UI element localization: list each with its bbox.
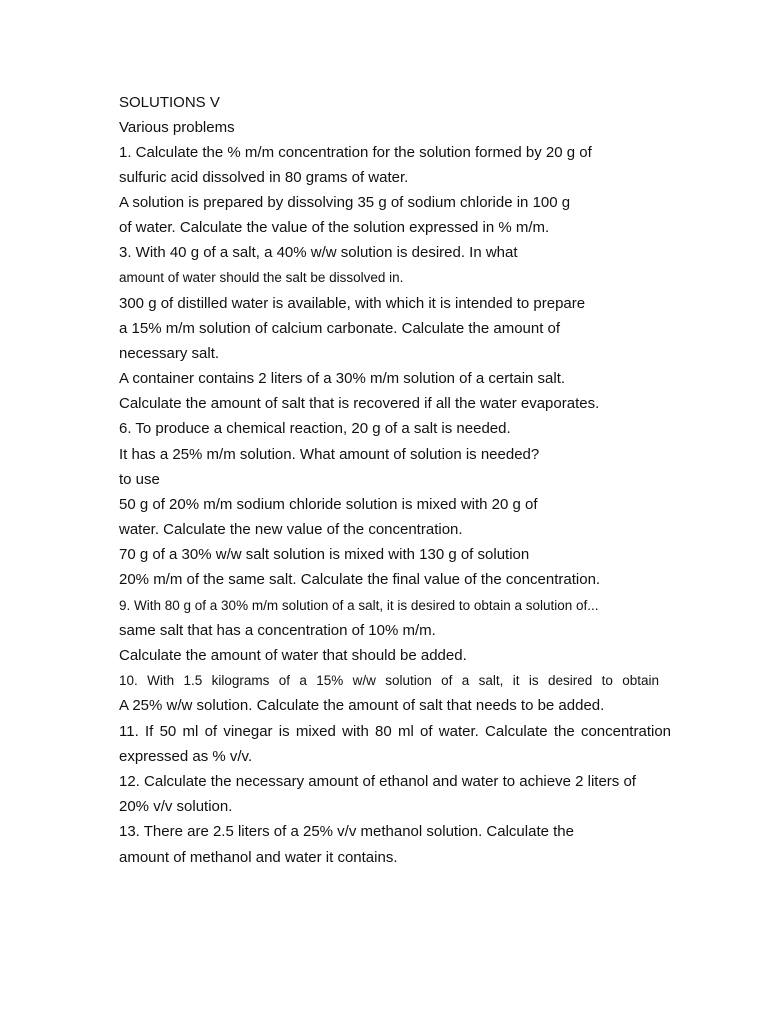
text-line: A solution is prepared by dissolving 35 g of sodium chloride in 100 g (119, 194, 571, 211)
text-line: 10. With 1.5 kilograms of a 15% w/w solution of a salt, it is desired to obtain (119, 673, 659, 688)
text-line: A container contains 2 liters of a 30% m/m solution of a certain salt. (119, 370, 566, 387)
text-line: necessary salt. (119, 345, 220, 362)
text-line: 20% v/v solution. (119, 798, 233, 815)
text-line: Calculate the amount of water that should be added. (119, 647, 467, 664)
text-line: A 25% w/w solution. Calculate the amount of salt that needs to be added. (119, 697, 605, 714)
text-line: 9. With 80 g of a 30% m/m solution of a salt, it is desired to obtain a solution of... (119, 598, 599, 613)
text-line: 13. There are 2.5 liters of a 25% v/v methanol solution. Calculate the (119, 823, 574, 840)
text-line: 3. With 40 g of a salt, a 40% w/w solution is desired. In what (119, 244, 518, 261)
text-line: amount of water should the salt be dissolved in. (119, 270, 404, 285)
text-line: 11. If 50 ml of vinegar is mixed with 80 ml of water. Calculate the concentration (119, 723, 671, 740)
text-line: a 15% m/m solution of calcium carbonate. Calculate the amount of (119, 320, 561, 337)
text-line: 70 g of a 30% w/w salt solution is mixed with 130 g of solution (119, 546, 530, 563)
text-line: water. Calculate the new value of the concentration. (119, 521, 463, 538)
text-line: Calculate the amount of salt that is recovered if all the water evaporates. (119, 395, 600, 412)
text-line: 6. To produce a chemical reaction, 20 g of a salt is needed. (119, 420, 511, 437)
text-line: of water. Calculate the value of the solution expressed in % m/m. (119, 219, 550, 236)
text-line: It has a 25% m/m solution. What amount of solution is needed? (119, 446, 540, 463)
document-title: SOLUTIONS V (119, 94, 220, 111)
text-line: 50 g of 20% m/m sodium chloride solution is mixed with 20 g of (119, 496, 538, 513)
text-line: 300 g of distilled water is available, with which it is intended to prepare (119, 295, 586, 312)
text-line: amount of methanol and water it contains. (119, 849, 398, 866)
text-line: expressed as % v/v. (119, 748, 253, 765)
text-line: 1. Calculate the % m/m concentration for the solution formed by 20 g of (119, 144, 592, 161)
document-subtitle: Various problems (119, 119, 235, 136)
text-line: 20% m/m of the same salt. Calculate the final value of the concentration. (119, 571, 601, 588)
text-line: sulfuric acid dissolved in 80 grams of water. (119, 169, 409, 186)
text-line: to use (119, 471, 160, 488)
text-line: 12. Calculate the necessary amount of ethanol and water to achieve 2 liters of (119, 773, 636, 790)
text-line: same salt that has a concentration of 10% m/m. (119, 622, 436, 639)
